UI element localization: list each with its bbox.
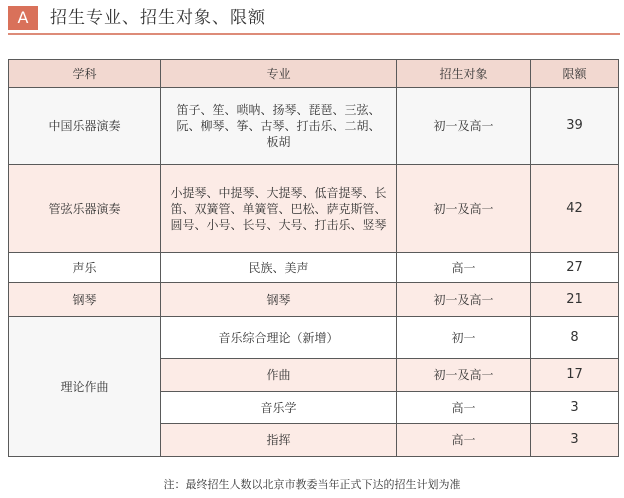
section-badge: A <box>8 6 38 30</box>
quota-cell: 3 <box>531 424 619 457</box>
table-header-row <box>9 60 619 88</box>
quota-cell: 21 <box>531 283 619 317</box>
table-row <box>9 88 619 165</box>
table-row <box>9 317 619 359</box>
target-cell: 高一 <box>397 253 531 283</box>
subject-cell: 声乐 <box>9 253 161 283</box>
major-cell: 音乐综合理论（新增） <box>161 317 397 359</box>
major-cell: 指挥 <box>161 424 397 457</box>
target-cell: 高一 <box>397 392 531 424</box>
major-cell: 民族、美声 <box>161 253 397 283</box>
major-cell: 钢琴 <box>161 283 397 317</box>
target-cell: 初一及高一 <box>397 165 531 253</box>
quota-cell: 17 <box>531 359 619 392</box>
quota-cell: 3 <box>531 392 619 424</box>
quota-cell: 27 <box>531 253 619 283</box>
header-divider <box>8 33 620 35</box>
subject-cell: 钢琴 <box>9 283 161 317</box>
header-target: 招生对象 <box>397 60 531 88</box>
footnote: 注：最终招生人数以北京市教委当年正式下达的招生计划为准 <box>163 478 461 491</box>
target-cell: 初一及高一 <box>397 88 531 165</box>
major-cell: 笛子、笙、唢呐、扬琴、琵琶、三弦、阮、柳琴、筝、古琴、打击乐、二胡、板胡 <box>161 88 397 165</box>
major-cell: 作曲 <box>161 359 397 392</box>
section-header <box>8 6 618 32</box>
target-cell: 初一及高一 <box>397 283 531 317</box>
subject-cell: 中国乐器演奏 <box>9 88 161 165</box>
major-cell: 音乐学 <box>161 392 397 424</box>
target-cell: 初一 <box>397 317 531 359</box>
target-cell: 高一 <box>397 424 531 457</box>
section-title: 招生专业、招生对象、限额 <box>50 8 266 28</box>
quota-cell: 42 <box>531 165 619 253</box>
quota-cell: 39 <box>531 88 619 165</box>
major-cell: 小提琴、中提琴、大提琴、低音提琴、长笛、双簧管、单簧管、巴松、萨克斯管、圆号、小号、长号、大号、打击乐、竖琴 <box>161 165 397 253</box>
quota-cell: 8 <box>531 317 619 359</box>
subject-cell: 理论作曲 <box>9 317 161 457</box>
enrollment-table <box>8 59 619 457</box>
table-row <box>9 253 619 283</box>
header-major: 专业 <box>161 60 397 88</box>
target-cell: 初一及高一 <box>397 359 531 392</box>
header-subject: 学科 <box>9 60 161 88</box>
subject-cell: 管弦乐器演奏 <box>9 165 161 253</box>
table-row <box>9 283 619 317</box>
header-quota: 限额 <box>531 60 619 88</box>
table-row <box>9 165 619 253</box>
